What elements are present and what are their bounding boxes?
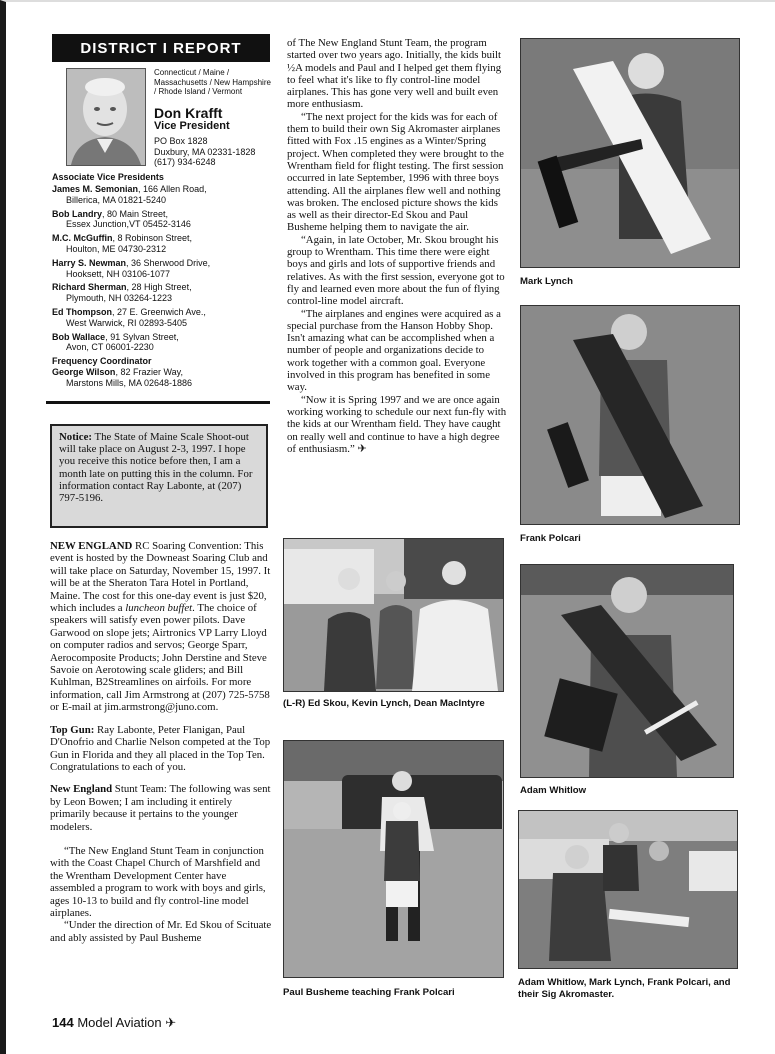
vp-address-line: PO Box 1828 <box>154 136 208 146</box>
paragraph: “Again, in late October, Mr. Skou brought his group to Wrentham. This time there were eight boys and girls and lots of supportive friends and relatives. As with the first session, everyone got to fly and learned even more about the fun of flying control-line model aircraft. <box>287 233 505 308</box>
paragraph: “Under the direction of Mr. Ed Skou of Scituate and ably assisted by Paul Busheme <box>50 919 272 944</box>
column-1-body <box>50 540 272 944</box>
section-header: DISTRICT I REPORT <box>52 34 270 62</box>
frequency-coordinator-heading: Frequency Coordinator <box>52 356 152 367</box>
notice-text: The State of Maine Scale Shoot-out will take place on August 2-3, 1997. I hope you receive this notice before then, I am a month late on putting this in the column. For information contact Ray Labonte, at (207) 797-5196. <box>59 431 253 505</box>
photo-group-akromaster <box>518 810 738 969</box>
paragraph: NEW ENGLAND RC Soaring Convention: This event is hosted by the Downeast Soaring Club and will take place on Saturday, November 15, 1997. It will be at the Sheraton Tara Hotel in Portland, Maine. The cost for this one-day event is just $20, which includes a luncheon buffet. The choice of speakers will satisfy even power pilots. Dave Garwood on slope jets; Airtronics VP Larry Lloyd on computer radios and servos; George Sparr, Aerocomposite Products; John Derstine and Steve Savoie on Aerotowing scale gliders; and Bill Kuhlman, B2Streamlines on airfoils. For more information, call Jim Armstrong at (207) 725-5758 or E-mail at jim.armstrong@juno.com. <box>50 540 271 714</box>
associate-vp-entry: Ed Thompson, 27 E. Greenwich Ave., West Warwick, RI 02893-5405 <box>52 306 206 328</box>
page-footer <box>52 1015 176 1031</box>
photo-paul-frank <box>283 740 504 978</box>
vp-phone: (617) 934-6248 <box>154 157 216 167</box>
airplane-icon: ✈ <box>165 1015 177 1030</box>
associate-vp-entry: Richard Sherman, 28 High Street, Plymouth, NH 03264-1223 <box>52 282 192 304</box>
page-number: 144 <box>52 1015 74 1030</box>
paragraph: “The New England Stunt Team in conjunction with the Coast Chapel Church of Marshfield and the Wrentham Development Center have assembled a program to work with boys and girls, ages 10-13 to build and fly control-line model airplanes. <box>50 844 266 919</box>
vp-portrait-photo <box>66 68 146 166</box>
vp-address <box>154 136 255 168</box>
caption-paul: Paul Busheme teaching Frank Polcari <box>283 987 455 998</box>
column-2-body <box>287 37 507 455</box>
paragraph: “The airplanes and engines were acquired as a special purchase from the Hanson Hobby Shop. Isn't amazing what can be accomplished when a number of people and organizations decide to work together with a common goal. Everyone involved in this program has benefited in some way. <box>287 307 501 394</box>
associate-vp-heading: Associate Vice Presidents <box>52 172 164 182</box>
caption-adam: Adam Whitlow <box>520 785 587 796</box>
caption-group: Adam Whitlow, Mark Lynch, Frank Polcari, and their Sig Akromaster. <box>518 977 731 1000</box>
photo-mark-lynch <box>520 38 740 268</box>
associate-vp-entry: Bob Landry, 80 Main Street, Essex Junction,VT 05452-3146 <box>52 208 191 230</box>
paragraph: Top Gun: Ray Labonte, Peter Flanigan, Paul D'Onofrio and Charlie Nelson competed at the Top Gun in Florida and they all placed in the Top Ten. Congratulations to each of you. <box>50 723 271 773</box>
vp-address-line: Duxbury, MA 02331-1828 <box>154 146 256 157</box>
notice-label: Notice: <box>59 431 92 443</box>
group-photo-adults <box>283 538 504 692</box>
paragraph: of The New England Stunt Team, the program started over two years ago. Initially, the kids built ½A models and Paul and I helped get them flying to feel what it's like to fly control-line model airplanes. This has gone very well and built even more enthusiasm. <box>287 37 502 111</box>
associate-vp-list <box>52 184 272 389</box>
section-divider <box>46 401 270 404</box>
paragraph: “Now it is Spring 1997 and we are once again working working to schedule our next fun-fly with the kids at our Wrentham field. They have caught on really well and continue to have a high degree of enthusiasm.” ✈ <box>287 393 507 455</box>
paragraph: “The next project for the kids was for each of them to build their own Sig Akromaster airplanes fitted with Fox .15 engines as a Winter/Spring project. When completed they were brought to the Wrentham field for flight testing. The first session occurred in late September, 1996 with three boys attending. All the airplanes flew well and nothing was broken. The enclosed picture shows the kids as well as their director-Ed Skou and Paul Busheme helping them to navigate the air. <box>287 110 504 234</box>
caption-trio: (L-R) Ed Skou, Kevin Lynch, Dean MacIntyre <box>283 698 485 709</box>
associate-vp-entry: M.C. McGuffin, 8 Robinson Street, Houlton, ME 04730-2312 <box>52 233 193 254</box>
photo-adam-whitlow <box>520 564 734 778</box>
associate-vp-entry: James M. Semonian, 166 Allen Road, Billerica, MA 01821-5240 <box>52 184 207 205</box>
notice-box <box>50 424 268 528</box>
photo-frank-polcari <box>520 305 740 525</box>
frequency-coordinator-entry: George Wilson, 82 Frazier Way, Marstons Mills, MA 02648-1886 <box>52 366 193 388</box>
associate-vp-entry: Bob Wallace, 91 Sylvan Street, Avon, CT 06001-2230 <box>52 331 179 353</box>
district-states: Connecticut / Maine / Massachusetts / New Hampshire / Rhode Island / Vermont <box>154 68 271 96</box>
magazine-name: Model Aviation <box>77 1015 162 1030</box>
caption-frank: Frank Polcari <box>520 533 581 544</box>
vp-title: Vice President <box>154 120 230 132</box>
caption-mark: Mark Lynch <box>520 276 573 287</box>
vp-name: Don Krafft <box>154 105 223 121</box>
paragraph: New England Stunt Team: The following was sent by Leon Bowen; I am including it entirely primarily because it pertains to the younger modelers. <box>50 783 271 833</box>
associate-vp-entry: Harry S. Newman, 36 Sherwood Drive, Hooksett, NH 03106-1077 <box>52 257 211 279</box>
